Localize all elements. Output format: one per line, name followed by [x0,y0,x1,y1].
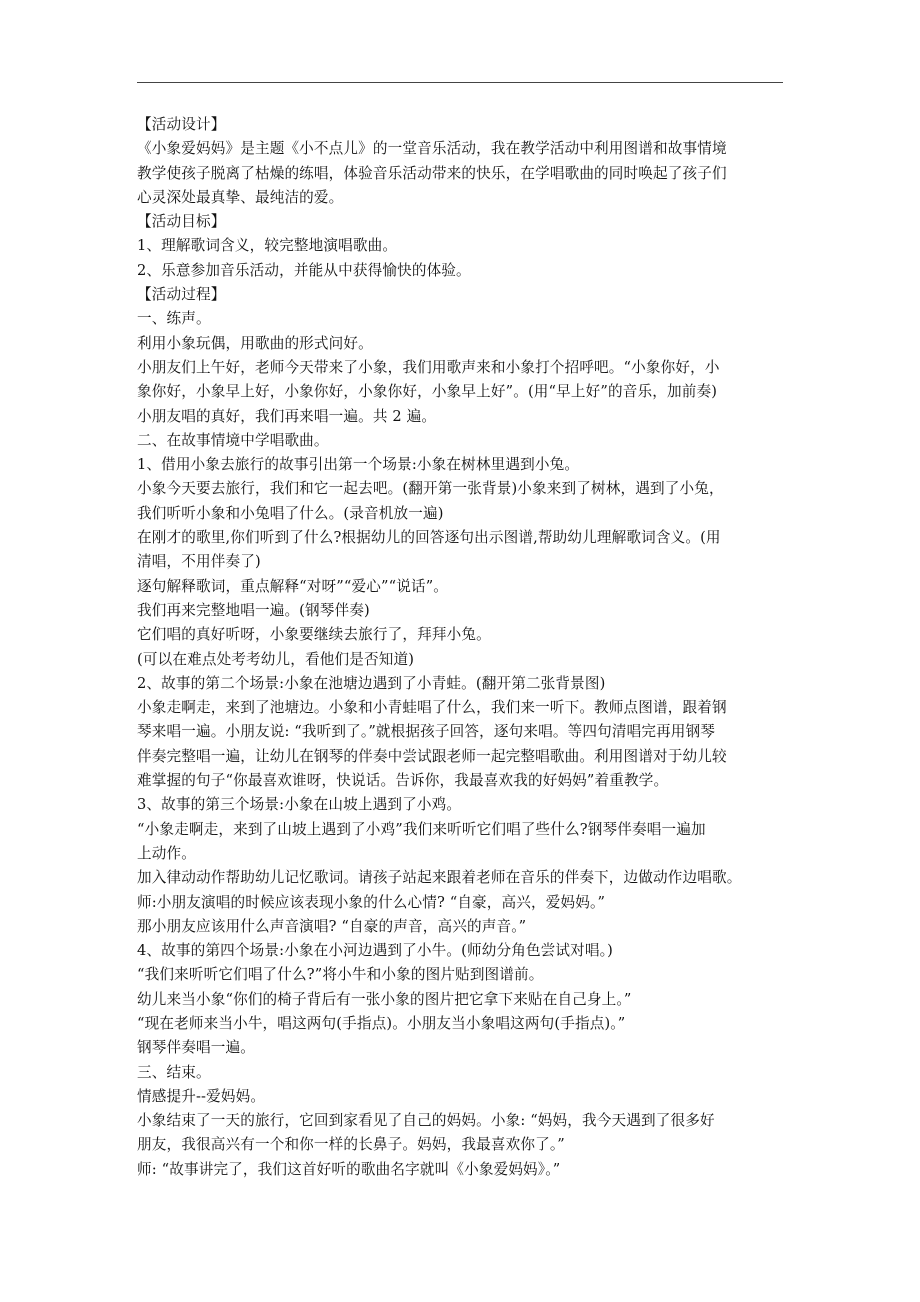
paragraph-line: “我们来听听它们唱了什么?”将小牛和小象的图片贴到图谱前。 [137,966,544,984]
scene-heading-2: 2、故事的第二个场景:小象在池塘边遇到了小青蛙。(翻开第二张背景图) [137,674,606,692]
paragraph-line: “现在老师来当小牛，唱这两句(手指点)。小朋友当小象唱这两句(手指点)。” [137,1014,626,1032]
scene-heading-1: 1、借用小象去旅行的故事引出第一个场景:小象在树林里遇到小兔。 [137,456,580,474]
step-heading-1: 一、练声。 [137,310,211,328]
paragraph-line: 小象今天要去旅行，我们和它一起去吧。(翻开第一张背景)小象来到了树林，遇到了小兔， [137,480,724,498]
goal-item-2: 2、乐意参加音乐活动，并能从中获得愉快的体验。 [137,261,471,279]
paragraph-line: 那小朋友应该用什么声音演唱? “自豪的声音，高兴的声音。” [137,917,527,935]
paragraph-line: 加入律动动作帮助幼儿记忆歌词。请孩子站起来跟着老师在音乐的伴奏下，边做动作边唱歌。 [137,869,742,887]
paragraph-line: 朋友，我很高兴有一个和你一样的长鼻子。妈妈，我最喜欢你了。” [137,1136,565,1154]
paragraph-line: (可以在难点处考考幼儿，看他们是否知道) [137,650,415,668]
section-heading-goals: 【活动目标】 [137,213,226,231]
paragraph-line: 小象结束了一天的旅行，它回到家看见了自己的妈妈。小象: “妈妈，我今天遇到了很多好 [137,1112,715,1130]
paragraph-line: 小象走啊走，来到了池塘边。小象和小青蛙唱了什么，我们来一听下。教师点图谱，跟着钢 [137,699,727,717]
paragraph-line: 师: “故事讲完了，我们这首好听的歌曲名字就叫《小象爱妈妈》。” [137,1160,561,1178]
section-heading-design: 【活动设计】 [137,116,226,133]
paragraph-line: 我们听听小象和小兔唱了什么。(录音机放一遍) [137,504,444,522]
header-rule [137,82,783,83]
paragraph-line: 教学使孩子脱离了枯燥的练唱，体验音乐活动带来的快乐，在学唱歌曲的同时唤起了孩子们 [137,164,727,182]
step-heading-3: 三、结束。 [137,1063,211,1081]
paragraph-line: 难掌握的句子“你最喜欢谁呀，快说话。告诉你，我最喜欢我的好妈妈”着重教学。 [137,772,669,790]
document-body [137,113,787,1182]
paragraph-line: “小象走啊走，来到了山坡上遇到了小鸡”我们来听听它们唱了些什么?钢琴伴奏唱一遍加 [137,820,706,838]
paragraph-line: 心灵深处最真挚、最纯洁的爱。 [137,188,344,206]
section-heading-process: 【活动过程】 [137,286,226,304]
paragraph-line: 伴奏完整唱一遍，让幼儿在钢琴的伴奏中尝试跟老师一起完整唱歌曲。利用图谱对于幼儿较 [137,747,727,765]
paragraph-line: 上动作。 [137,844,196,862]
paragraph-line: 在刚才的歌里,你们听到了什么?根据幼儿的回答逐句出示图谱,帮助幼儿理解歌词含义。(用 [137,529,721,547]
paragraph-line: 小朋友唱的真好，我们再来唱一遍。共 2 遍。 [137,407,437,425]
paragraph-line: 我们再来完整地唱一遍。(钢琴伴奏) [137,601,370,619]
paragraph-line: 琴来唱一遍。小朋友说: “我听到了。”就根据孩子回答，逐句来唱。等四句清唱完再用钢琴 [137,723,716,741]
scene-heading-4: 4、故事的第四个场景:小象在小河边遇到了小牛。(师幼分角色尝试对唱。) [137,942,613,960]
paragraph-line: 清唱，不用伴奏了) [137,553,261,571]
scene-heading-3: 3、故事的第三个场景:小象在山坡上遇到了小鸡。 [137,796,462,814]
paragraph-line: 幼儿来当小象“你们的椅子背后有一张小象的图片把它拿下来贴在自己身上。” [137,990,632,1008]
paragraph-line: 小朋友们上午好，老师今天带来了小象，我们用歌声来和小象打个招呼吧。“小象你好，小 [137,358,720,376]
paragraph-line: 情感提升--爱妈妈。 [137,1087,266,1105]
paragraph-line: 象你好，小象早上好，小象你好，小象你好，小象早上好”。(用“早上好”的音乐，加前奏) [137,383,718,401]
goal-item-1: 1、理解歌词含义，较完整地演唱歌曲。 [137,237,398,255]
paragraph-line: 钢琴伴奏唱一遍。 [137,1039,255,1057]
paragraph-line: 《小象爱妈妈》是主题《小不点儿》的一堂音乐活动，我在教学活动中利用图谱和故事情境 [137,140,727,158]
paragraph-line: 它们唱的真好听呀，小象要继续去旅行了，拜拜小兔。 [137,626,491,644]
step-heading-2: 二、在故事情境中学唱歌曲。 [137,431,329,449]
paragraph-line: 利用小象玩偶，用歌曲的形式问好。 [137,334,373,352]
paragraph-line: 逐句解释歌词，重点解释“对呀”“爱心”“说话”。 [137,577,449,595]
paragraph-line: 师:小朋友演唱的时候应该表现小象的什么心情? “自豪，高兴，爱妈妈。” [137,893,606,911]
